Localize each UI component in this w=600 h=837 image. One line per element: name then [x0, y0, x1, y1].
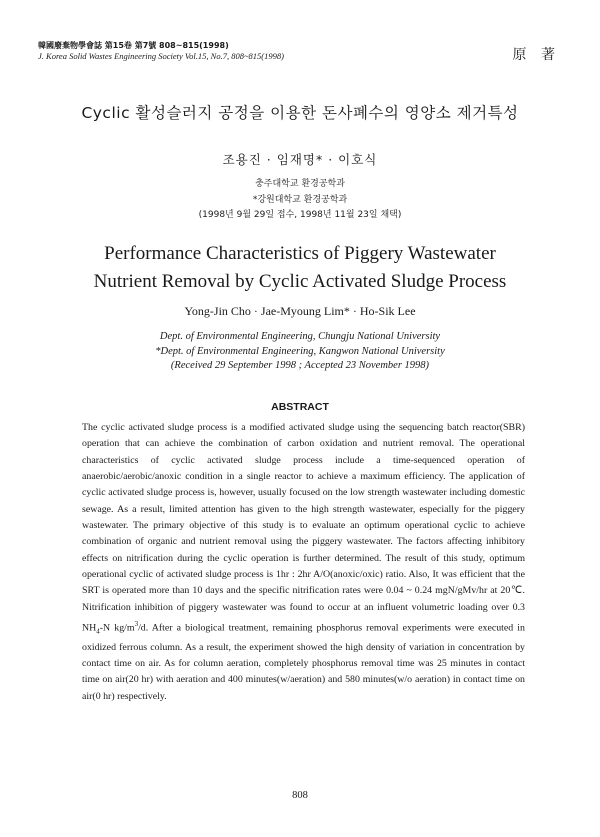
english-authors: Yong-Jin Cho · Jae-Myoung Lim* · Ho-Sik Lee — [184, 304, 416, 318]
korean-affiliations — [0, 177, 600, 224]
english-affiliation-2: *Dept. of Environmental Engineering, Kangwon National University — [155, 345, 445, 357]
english-title-line-2: Nutrient Removal by Cyclic Activated Sludge Process — [93, 271, 507, 292]
abstract-nh4-subscript: 4 — [96, 627, 100, 636]
abstract-body — [82, 420, 525, 705]
journal-header — [38, 40, 284, 62]
korean-received-dates: (1998년 9월 29일 접수, 1998년 11월 23일 채택) — [198, 210, 402, 220]
journal-english-line: J. Korea Solid Wastes Engineering Society Vol.15, No.7, 808~815(1998) — [38, 51, 284, 61]
english-affiliation-1: Dept. of Environmental Engineering, Chungju National University — [159, 331, 441, 342]
abstract-heading: ABSTRACT — [271, 401, 329, 413]
english-title — [0, 240, 600, 296]
page-number: 808 — [292, 790, 308, 801]
korean-affiliation-2: *강원대학교 환경공학과 — [252, 194, 348, 205]
english-received-dates: (Received 29 September 1998 ; Accepted 23 November 1998) — [170, 360, 430, 371]
english-affiliations — [0, 330, 600, 374]
abstract-nh4-base: NH — [82, 622, 97, 634]
abstract-unit-mid: -N kg/m — [99, 622, 135, 634]
journal-korean-line: 韓國廢棄物學會誌 第15卷 第7號 808~815(1998) — [38, 41, 229, 50]
abstract-unit-superscript: 3 — [134, 620, 139, 629]
korean-authors: 조용진 · 임재명* · 이호식 — [222, 152, 378, 167]
abstract-text-part-2: /d. After a biological treatment, remaining phosphorus removal experiments were executed in oxidized ferrous column. As a result, the experiment showed the high density of variation in concentration by contact time on air. As for column aeration, completely phosphorus removal time was 25 minutes in contact time on air(20 hr) with aeration and 400 minutes(w/aeration) and 580 minutes(w/o aeration) in contact time on air(0 hr) respectively. — [82, 622, 525, 702]
korean-title: Cyclic 활성슬러지 공정을 이용한 돈사폐수의 영양소 제거특성 — [81, 104, 519, 122]
article-type-badge: 原 著 — [512, 47, 560, 63]
english-title-line-1: Performance Characteristics of Piggery Wastewater — [104, 243, 496, 264]
abstract-text-part-1: The cyclic activated sludge process is a modified activated sludge using the sequencing batch reactor(SBR) operation that can achieve the combination of carbon oxidation and nutrient removal. The operational characteristics of cyclic activated sludge process include a time-sequenced operation of anaerobic/aerobic/anoxic condition in a single reactor to achieve a maximum efficiency. The application of cyclic activated sludge process is, however, usually focused on the low strength wastewater including domestic sewage. As a result, limited attention has given to the high strength wastewater, especially for the piggery wastewater. The primary objective of this study is to evaluate an optimum operational cyclic to achieve combination of organic and nutrient removal using the piggery wastewater. The factors affecting inhibitory effects on nitrification during the cyclic operation is further determined. The result of this study, optimum operational cyclic of activated sludge process is 1hr : 2hr A/O(anoxic/oxic) ratio. Also, It was efficient that the SRT is operated more than 10 days and the specific nitrification rates were 0.04 ~ 0.24 mgN/gMv/hr at 20℃. Nitrification inhibition of piggery wastewater was found to occur at an influent volumetric loading over 0.3 — [82, 422, 525, 613]
korean-affiliation-1: 충주대학교 환경공학과 — [255, 179, 345, 189]
